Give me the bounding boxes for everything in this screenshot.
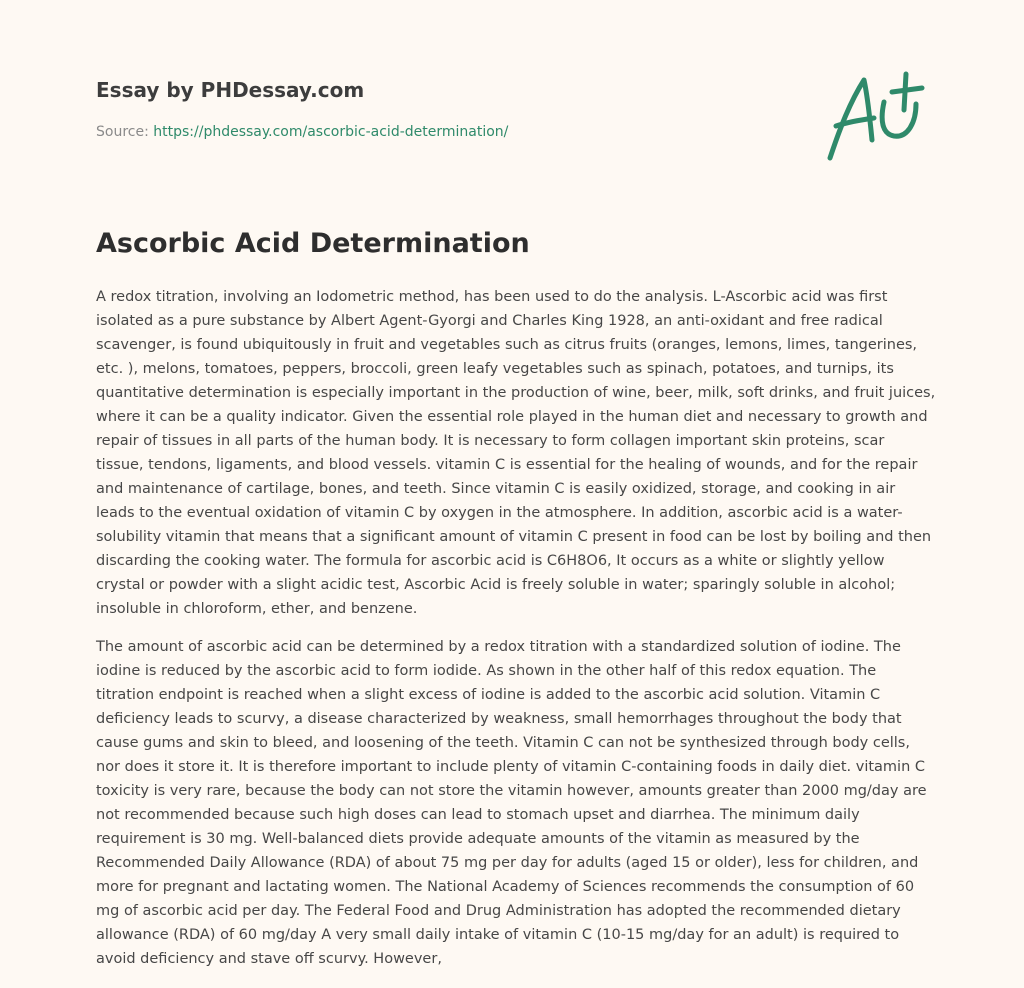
a-plus-logo-icon — [822, 68, 926, 164]
essay-header — [96, 76, 696, 142]
site-brand: Essay by PHDessay.com — [96, 78, 365, 102]
source-link[interactable]: https://phdessay.com/ascorbic-acid-determination/ — [153, 124, 509, 140]
page-title: Ascorbic Acid Determination — [96, 228, 530, 259]
essay-body — [96, 285, 936, 985]
paragraph: A redox titration, involving an Iodometric method, has been used to do the analysis. L-Ascorbic acid was first isolated as a pure substance by Albert Agent-Gyorgi and Charles King 1928, an anti-oxidant and free radical scavenger, is found ubiquitously in fruit and vegetables such as citrus fruits (oranges, lemons, limes, tangerines, etc. ), melons, tomatoes, peppers, broccoli, green leafy vegetables such as spinach, potatoes, and turnips, its quantitative determination is especially important in the production of wine, beer, milk, soft drinks, and fruit juices, where it can be a quality indicator. Given the essential role played in the human diet and necessary to growth and repair of tissues in all parts of the human body. It is necessary to form collagen important skin proteins, scar tissue, tendons, ligaments, and blood vessels. vitamin C is essential for the healing of wounds, and for the repair and maintenance of cartilage, bones, and teeth. Since vitamin C is easily oxidized, storage, and cooking in air leads to the eventual oxidation of vitamin C by oxygen in the atmosphere. In addition, ascorbic acid is a water-solubility vitamin that means that a significant amount of vitamin C present in food can be lost by boiling and then discarding the cooking water. The formula for ascorbic acid is C6H8O6, It occurs as a white or slightly yellow crystal or powder with a slight acidic test, Ascorbic Acid is freely soluble in water; sparingly soluble in alcohol; insoluble in chloroform, ether, and benzene. — [96, 289, 936, 617]
paragraph: The amount of ascorbic acid can be determined by a redox titration with a standardized solution of iodine. The iodine is reduced by the ascorbic acid to form iodide. As shown in the other half of this redox equation. The titration endpoint is reached when a slight excess of iodine is added to the ascorbic acid solution. Vitamin C deficiency leads to scurvy, a disease characterized by weakness, small hemorrhages throughout the body that cause gums and skin to bleed, and loosening of the teeth. Vitamin C can not be synthesized through body cells, nor does it store it. It is therefore important to include plenty of vitamin C-containing foods in daily diet. vitamin C toxicity is very rare, because the body can not store the vitamin however, amounts greater than 2000 mg/day are not recommended because such high doses can lead to stomach upset and diarrhea. The minimum daily requirement is 30 mg. Well-balanced diets provide adequate amounts of the vitamin as measured by the Recommended Daily Allowance (RDA) of about 75 mg per day for adults (aged 15 or older), less for children, and more for pregnant and lactating women. The National Academy of Sciences recommends the consumption of 60 mg of ascorbic acid per day. The Federal Food and Drug Administration has adopted the recommended dietary allowance (RDA) of 60 mg/day A very small daily intake of vitamin C (10-15 mg/day for an adult) is required to avoid deficiency and stave off scurvy. However, — [96, 639, 927, 967]
source-line — [96, 122, 696, 142]
source-label: Source: — [96, 124, 154, 140]
